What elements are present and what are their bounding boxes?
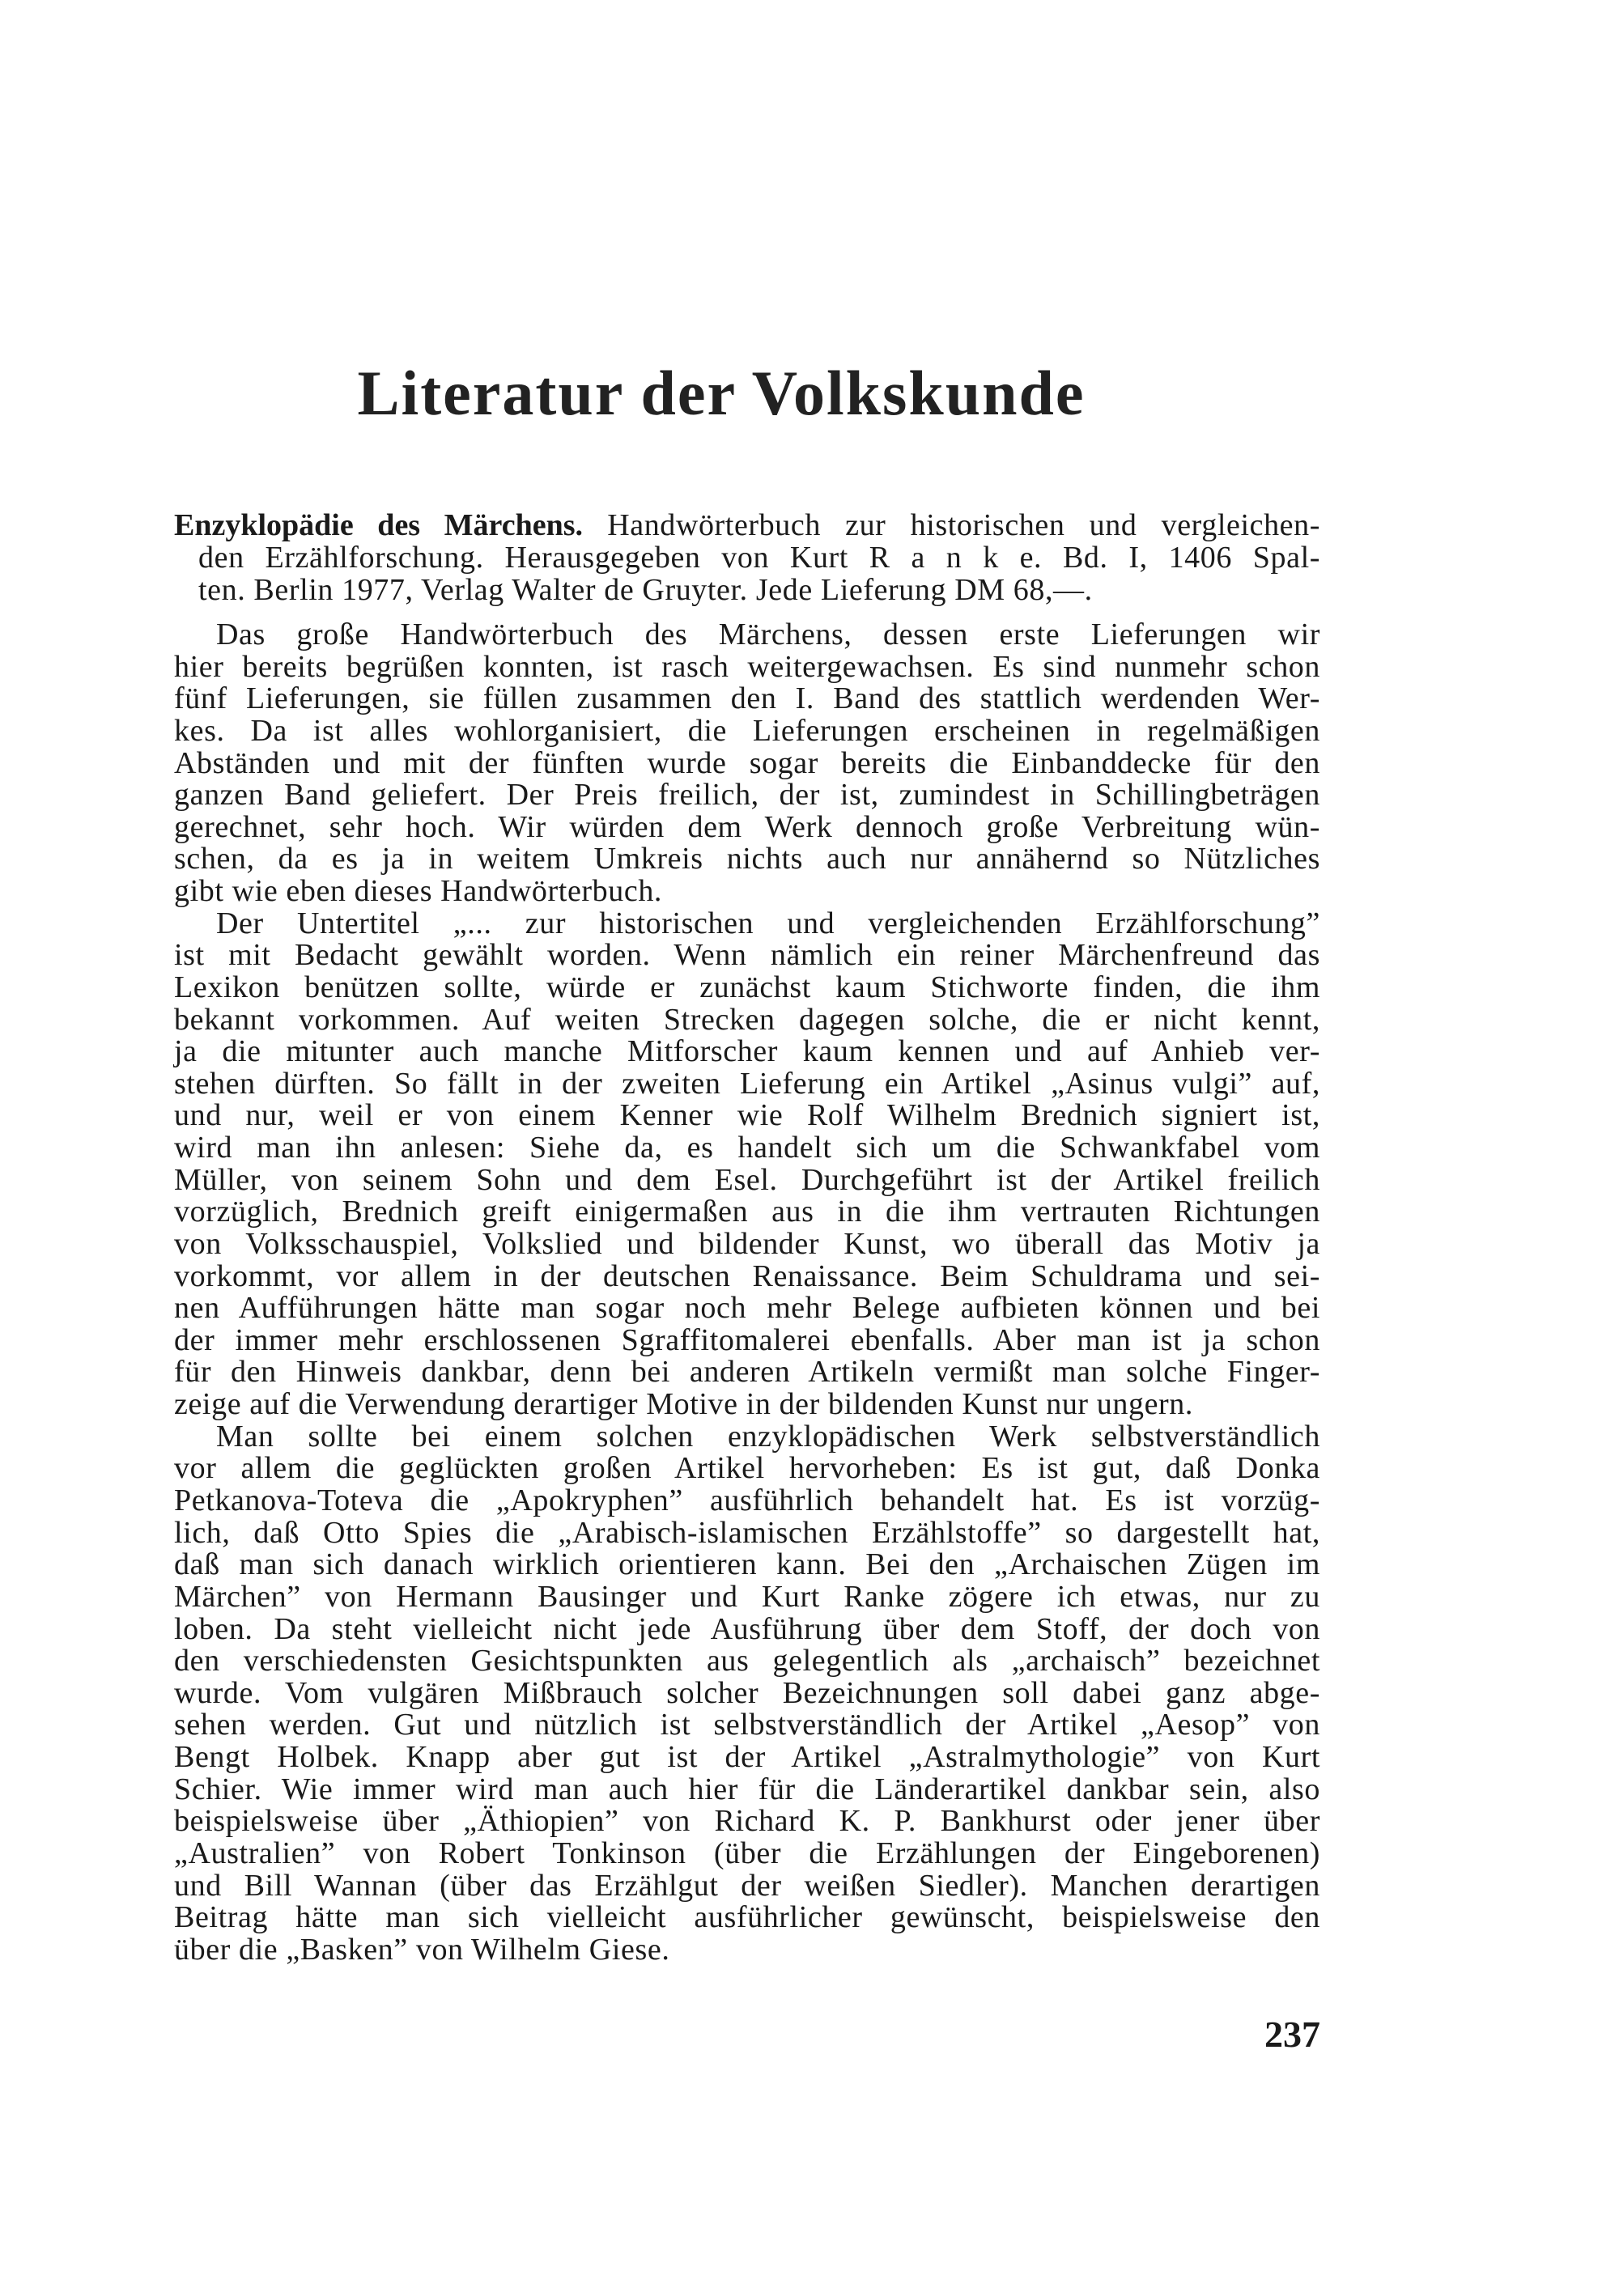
- paragraph-line: vorkommt, vor allem in der deutschen Renaissance. Beim Schuldrama und sei-: [174, 1258, 1320, 1293]
- paragraph-line: wird man ihn anlesen: Siehe da, es handelt sich um die Schwankfabel vom: [174, 1131, 1320, 1165]
- paragraph-line: Beitrag hätte man sich vielleicht ausführlicher gewünscht, beispielsweise den: [174, 1900, 1320, 1935]
- page-number: 237: [1264, 2014, 1320, 2055]
- paragraph-line: Der Untertitel „... zur historischen und vergleichenden Erzählforschung”: [216, 906, 1320, 940]
- bibliography-line: [174, 509, 1320, 541]
- page-title: Literatur der Volkskunde: [357, 358, 1086, 428]
- paragraph-line: und Bill Wannan (über das Erzählgut der weißen Siedler). Manchen derartigen: [174, 1868, 1320, 1903]
- paragraph-line: lich, daß Otto Spies die „Arabisch-islamischen Erzählstoffe” so dargestellt hat,: [174, 1515, 1320, 1550]
- paragraph-line: beispielsweise über „Äthiopien” von Richard K. P. Bankhurst oder jener über: [174, 1804, 1320, 1839]
- paragraph-line: kes. Da ist alles wohlorganisiert, die Lieferungen erscheinen in regelmäßigen: [174, 713, 1320, 748]
- paragraph-line: vor allem die geglückten großen Artikel hervorheben: Es ist gut, daß Donka: [174, 1451, 1320, 1486]
- paragraph-line: stehen dürften. So fällt in der zweiten Lieferung ein Artikel „Asinus vulgi” auf,: [174, 1066, 1320, 1101]
- paragraph-line: Petkanova-Toteva die „Apokryphen” ausführlich behandelt hat. Es ist vorzüg-: [174, 1483, 1320, 1517]
- paragraph-line: und nur, weil er von einem Kenner wie Rolf Wilhelm Brednich signiert ist,: [174, 1098, 1320, 1133]
- paragraph-line: vorzüglich, Brednich greift einigermaßen aus in die ihm vertrauten Richtungen: [174, 1195, 1320, 1229]
- paragraph-line: für den Hinweis dankbar, denn bei anderen Artikeln vermißt man solche Finger-: [174, 1355, 1320, 1390]
- bibliography-text: Handwörterbuch zur historischen und vergleichen-: [583, 508, 1321, 542]
- paragraph-line: ganzen Band geliefert. Der Preis freilich, der ist, zumindest in Schillingbeträgen: [174, 778, 1320, 813]
- paragraph-line: von Volksschauspiel, Volkslied und bildender Kunst, wo überall das Motiv ja: [174, 1226, 1320, 1261]
- paragraph-line: bekannt vorkommen. Auf weiten Strecken dagegen solche, die er nicht kennt,: [174, 1002, 1320, 1037]
- paragraph-line: den verschiedensten Gesichtspunkten aus gelegentlich als „archaisch” bezeichnet: [174, 1644, 1320, 1678]
- paragraph-line: der immer mehr erschlossenen Sgraffitomalerei ebenfalls. Aber man ist ja schon: [174, 1322, 1320, 1357]
- paragraph-line: Bengt Holbek. Knapp aber gut ist der Artikel „Astralmythologie” von Kurt: [174, 1740, 1320, 1775]
- book-title: Enzyklopädie des Märchens.: [174, 508, 584, 542]
- paragraph-line: Müller, von seinem Sohn und dem Esel. Durchgeführt ist der Artikel freilich: [174, 1162, 1320, 1197]
- paragraph-line: hier bereits begrüßen konnten, ist rasch weitergewachsen. Es sind nunmehr schon: [174, 649, 1320, 684]
- paragraph-line: schen, da es ja in weitem Umkreis nichts auch nur annähernd so Nützliches: [174, 842, 1320, 876]
- paragraph-line: Lexikon benützen sollte, würde er zunächst kaum Stichworte finden, die ihm: [174, 970, 1320, 1004]
- paragraph-line: über die „Basken” von Wilhelm Giese.: [174, 1932, 670, 1967]
- paragraph-line: Man sollte bei einem solchen enzyklopädischen Werk selbstverständlich: [216, 1419, 1320, 1454]
- bibliography-line: den Erzählforschung. Herausgegeben von Kurt R a n k e. Bd. I, 1406 Spal-: [198, 541, 1320, 575]
- paragraph-line: zeige auf die Verwendung derartiger Motive in der bildenden Kunst nur ungern.: [174, 1387, 1194, 1422]
- paragraph-line: ist mit Bedacht gewählt worden. Wenn nämlich ein reiner Märchenfreund das: [174, 938, 1320, 973]
- paragraph-line: nen Aufführungen hätte man sogar noch mehr Belege aufbieten können und bei: [174, 1291, 1320, 1326]
- paragraph-line: „Australien” von Robert Tonkinson (über die Erzählungen der Eingeborenen): [174, 1836, 1320, 1870]
- paragraph-line: gerechnet, sehr hoch. Wir würden dem Werk dennoch große Verbreitung wün-: [174, 809, 1320, 844]
- paragraph-line: fünf Lieferungen, sie füllen zusammen den I. Band des stattlich werdenden Wer-: [174, 681, 1320, 716]
- paragraph-line: ja die mitunter auch manche Mitforscher kaum kennen und auf Anhieb ver-: [174, 1034, 1320, 1069]
- paragraph-line: Abständen und mit der fünften wurde sogar bereits die Einbanddecke für den: [174, 745, 1320, 780]
- paragraph-line: loben. Da steht vielleicht nicht jede Ausführung über dem Stoff, der doch von: [174, 1611, 1320, 1646]
- paragraph-line: Märchen” von Hermann Bausinger und Kurt Ranke zögere ich etwas, nur zu: [174, 1579, 1320, 1614]
- paragraph-line: sehen werden. Gut und nützlich ist selbstverständlich der Artikel „Aesop” von: [174, 1708, 1320, 1742]
- paragraph-line: Schier. Wie immer wird man auch hier für die Länderartikel dankbar sein, also: [174, 1772, 1320, 1806]
- paragraph-line: daß man sich danach wirklich orientieren kann. Bei den „Archaischen Zügen im: [174, 1547, 1320, 1582]
- bibliography-line: ten. Berlin 1977, Verlag Walter de Gruyter. Jede Lieferung DM 68,—.: [198, 573, 1093, 607]
- paragraph-line: Das große Handwörterbuch des Märchens, dessen erste Lieferungen wir: [216, 618, 1320, 651]
- paragraph-line: wurde. Vom vulgären Mißbrauch solcher Bezeichnungen soll dabei ganz abge-: [174, 1675, 1320, 1710]
- paragraph-line: gibt wie eben dieses Handwörterbuch.: [174, 874, 663, 909]
